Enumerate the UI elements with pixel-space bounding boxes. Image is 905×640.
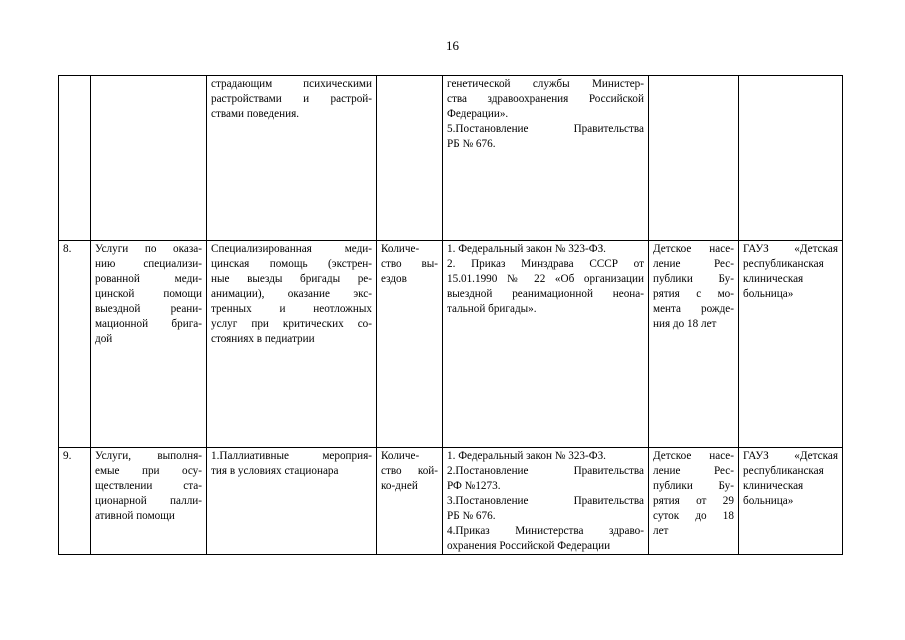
cell-text-line: услуг при критических со-: [211, 318, 372, 330]
unit-cell: [377, 241, 443, 448]
cell-text-line: Количе-: [381, 243, 420, 255]
cell-text-line: Услуги по оказа-: [95, 243, 202, 255]
population-cell: [649, 76, 739, 241]
table-row-9: [59, 448, 843, 555]
cell-text-line: публики Бу-: [653, 480, 734, 492]
cell-text-line: лет: [653, 525, 669, 537]
cell-text-line: 4.Приказ Министерства здраво-: [447, 525, 644, 537]
cell-text-line: рятия от 29: [653, 495, 734, 507]
cell-text-line: анимации), оказание экс-: [211, 288, 372, 300]
cell-text-line: генетической службы Министер-: [447, 78, 644, 90]
legal-basis-cell: [443, 448, 649, 555]
cell-text-line: 1. Федеральный закон № 323-ФЗ.: [447, 450, 606, 462]
cell-text-line: ство вы-: [381, 258, 438, 270]
cell-text-line: Услуги, выполня-: [95, 450, 202, 462]
cell-text-line: ативной помощи: [95, 510, 175, 522]
cell-text-line: РФ №1273.: [447, 480, 501, 492]
cell-text-line: рятия с мо-: [653, 288, 734, 300]
unit-cell: [377, 448, 443, 555]
legal-basis-cell: [443, 76, 649, 241]
cell-text-line: Количе-: [381, 450, 420, 462]
cell-text-line: тия в условиях стационара: [211, 465, 339, 477]
service-cell: [91, 76, 207, 241]
cell-text-line: ление Рес-: [653, 258, 734, 270]
cell-text-line: 5.Постановление Правительства: [447, 123, 644, 135]
cell-text-line: нию специализи-: [95, 258, 202, 270]
cell-text-line: РБ № 676.: [447, 510, 496, 522]
cell-text-line: 1. Федеральный закон № 323-ФЗ.: [447, 243, 606, 255]
cell-text-line: республиканская: [743, 258, 824, 270]
description-cell: [207, 76, 377, 241]
cell-text-line: республиканская: [743, 465, 824, 477]
cell-text-line: 15.01.1990 № 22 «Об организации: [447, 273, 644, 285]
cell-text-line: охранения Российской Федерации: [447, 540, 611, 552]
cell-text-line: РБ № 676.: [447, 138, 496, 150]
cell-text-line: 3.Постановление Правительства: [447, 495, 644, 507]
provider-cell: [739, 76, 843, 241]
population-cell: [649, 241, 739, 448]
cell-text-line: выездной реани-: [95, 303, 202, 315]
cell-text-line: ление Рес-: [653, 465, 734, 477]
cell-text-line: ство кой-: [381, 465, 438, 477]
cell-text-line: растройствами и растрой-: [211, 93, 372, 105]
cell-text-line: цинская помощь (экстрен-: [211, 258, 372, 270]
population-cell: [649, 448, 739, 555]
cell-text-line: мента рожде-: [653, 303, 734, 315]
unit-cell: [377, 76, 443, 241]
provider-cell: [739, 241, 843, 448]
description-cell: [207, 241, 377, 448]
table-row-continuation: [59, 76, 843, 241]
cell-text-line: клиническая: [743, 480, 804, 492]
cell-text-line: ГАУЗ «Детская: [743, 243, 838, 255]
cell-text-line: ко-дней: [381, 480, 418, 492]
cell-text-line: 2. Приказ Минздрава СССР от: [447, 258, 644, 270]
row-number-cell: 8.: [59, 241, 91, 448]
cell-text-line: ства здравоохранения Российской: [447, 93, 644, 105]
cell-text-line: емые при осу-: [95, 465, 202, 477]
cell-text-line: ционарной палли-: [95, 495, 202, 507]
table-row-8: [59, 241, 843, 448]
cell-text-line: страдающим психическими: [211, 78, 372, 90]
cell-text-line: рованной меди-: [95, 273, 202, 285]
service-cell: [91, 448, 207, 555]
description-cell: [207, 448, 377, 555]
cell-text-line: Специализированная меди-: [211, 243, 372, 255]
row-number-cell: 9.: [59, 448, 91, 555]
cell-text-line: клиническая: [743, 273, 804, 285]
cell-text-line: выездной реанимационной неона-: [447, 288, 644, 300]
cell-text-line: ществлении ста-: [95, 480, 202, 492]
legal-basis-cell: [443, 241, 649, 448]
cell-text-line: ГАУЗ «Детская: [743, 450, 838, 462]
page-number: 16: [446, 38, 459, 53]
cell-text-line: цинской помощи: [95, 288, 202, 300]
row-number-cell: [59, 76, 91, 241]
cell-text-line: ния до 18 лет: [653, 318, 717, 330]
cell-text-line: Федерации».: [447, 108, 509, 120]
provider-cell: [739, 448, 843, 555]
cell-text-line: суток до 18: [653, 510, 734, 522]
cell-text-line: публики Бу-: [653, 273, 734, 285]
cell-text-line: 2.Постановление Правительства: [447, 465, 644, 477]
cell-text-line: больница»: [743, 495, 794, 507]
cell-text-line: больница»: [743, 288, 794, 300]
cell-text-line: дой: [95, 333, 113, 345]
cell-text-line: тальной бригады».: [447, 303, 537, 315]
cell-text-line: мационной брига-: [95, 318, 202, 330]
cell-text-line: ные выезды бригады ре-: [211, 273, 372, 285]
cell-text-line: стояниях в педиатрии: [211, 333, 315, 345]
service-cell: [91, 241, 207, 448]
cell-text-line: ездов: [381, 273, 407, 285]
cell-text-line: 1.Паллиативные мероприя-: [211, 450, 372, 462]
cell-text-line: тренных и неотложных: [211, 303, 372, 315]
cell-text-line: Детское насе-: [653, 450, 734, 462]
services-table: [58, 75, 843, 555]
cell-text-line: ствами поведения.: [211, 108, 300, 120]
cell-text-line: Детское насе-: [653, 243, 734, 255]
